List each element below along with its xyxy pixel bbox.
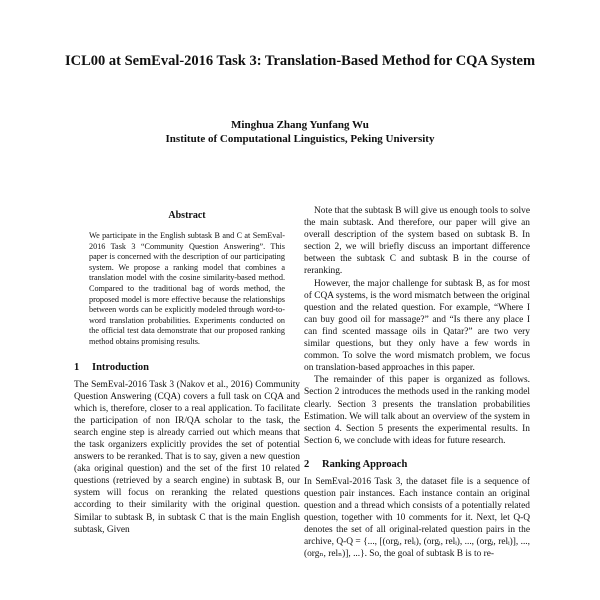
section-number: 1 [74,361,80,373]
left-column [74,205,300,536]
author-affiliation: Institute of Computational Linguistics, Peking University [165,133,435,145]
body-paragraph: Note that the subtask B will give us enough tools to solve the main subtask. And therefore, our paper will give an overall description of the system based on subtask B. In section 2, we will briefly discuss an important difference between the subtask C and subtask B in the course of reranking. [304,206,530,277]
abstract-heading: Abstract [168,210,206,221]
body-paragraph: The remainder of this paper is organized as follows. Section 2 introduces the methods used in the ranking model clearly. Section 3 presents the translation probabilities Estimation. We will talk about an overview of the system in section 4. Section 5 presents the experimental results. In Section 6, we conclude with ideas for future research. [304,375,530,446]
author-block [60,118,540,146]
section-title: Introduction [92,361,149,373]
paper-title: ICL00 at SemEval-2016 Task 3: Translation-Based Method for CQA System [64,53,536,69]
author-names: Minghua Zhang Yunfang Wu [231,119,369,131]
section-heading-ranking-approach [304,459,530,470]
section-number: 2 [304,458,310,470]
ranking-paragraph: In SemEval-2016 Task 3, the dataset file is a sequence of question pair instances. Each instance contain an original question and a thread which consists of a potentially related question, together with 10 comments for it. Next, let Q-Q denotes the set of all original-related question pairs in the archive, Q-Q = {..., [(orgᵢ, relᵢ), (orgᵢ, relᵢ), ..., (orgᵢ, relᵢ)], ..., (orgₙ, relₙ)], ...}. So, the goal of subtask B is to re- [304,476,530,560]
section-heading-introduction [74,362,300,373]
section-title: Ranking Approach [322,458,408,470]
right-column [304,205,530,561]
intro-paragraph: The SemEval-2016 Task 3 (Nakov et al., 2016) Community Question Answering (CQA) covers a full task on CQA and which is, therefore, closer to a real application. To facilitate the participation of non IR/QA scholar to the task, the search engine step is already carried out which means that the task organizers explicitly provides the set of potential answers to be reranked. That is to say, given a new question (aka original question) and the set of the first 10 related questions (retrieved by a search engine) in subtask B, our system will focus on reranking the related questions according to their similarity with the original question. Similar to subtask B, in subtask C that is the main English subtask, Given [74,379,300,535]
abstract-text: We participate in the English subtask B and C at SemEval-2016 Task 3 “Community Question Answering”. This paper is concerned with the description of our participating system. We propose a ranking model that combines a translation model with the cosine similarity-based method. Compared to the traditional bag of words method, the proposed model is more effective because the relationships between words can be explicitly modeled through word-to-word translation probabilities. Experiments conducted on the official test data demonstrate that our proposed ranking method obtains promising results. [89,231,285,346]
body-paragraph: However, the major challenge for subtask B, as for most of CQA systems, is the word mismatch between the original question and the related question. For example, “Where I can buy good oil for massage?” and “Is there any place I can find scented massage oils in Qatar?” are two very similar questions, but they only have a few words in common. To solve the word mismatch problem, we focus on translation-based approaches in this paper. [304,278,530,374]
